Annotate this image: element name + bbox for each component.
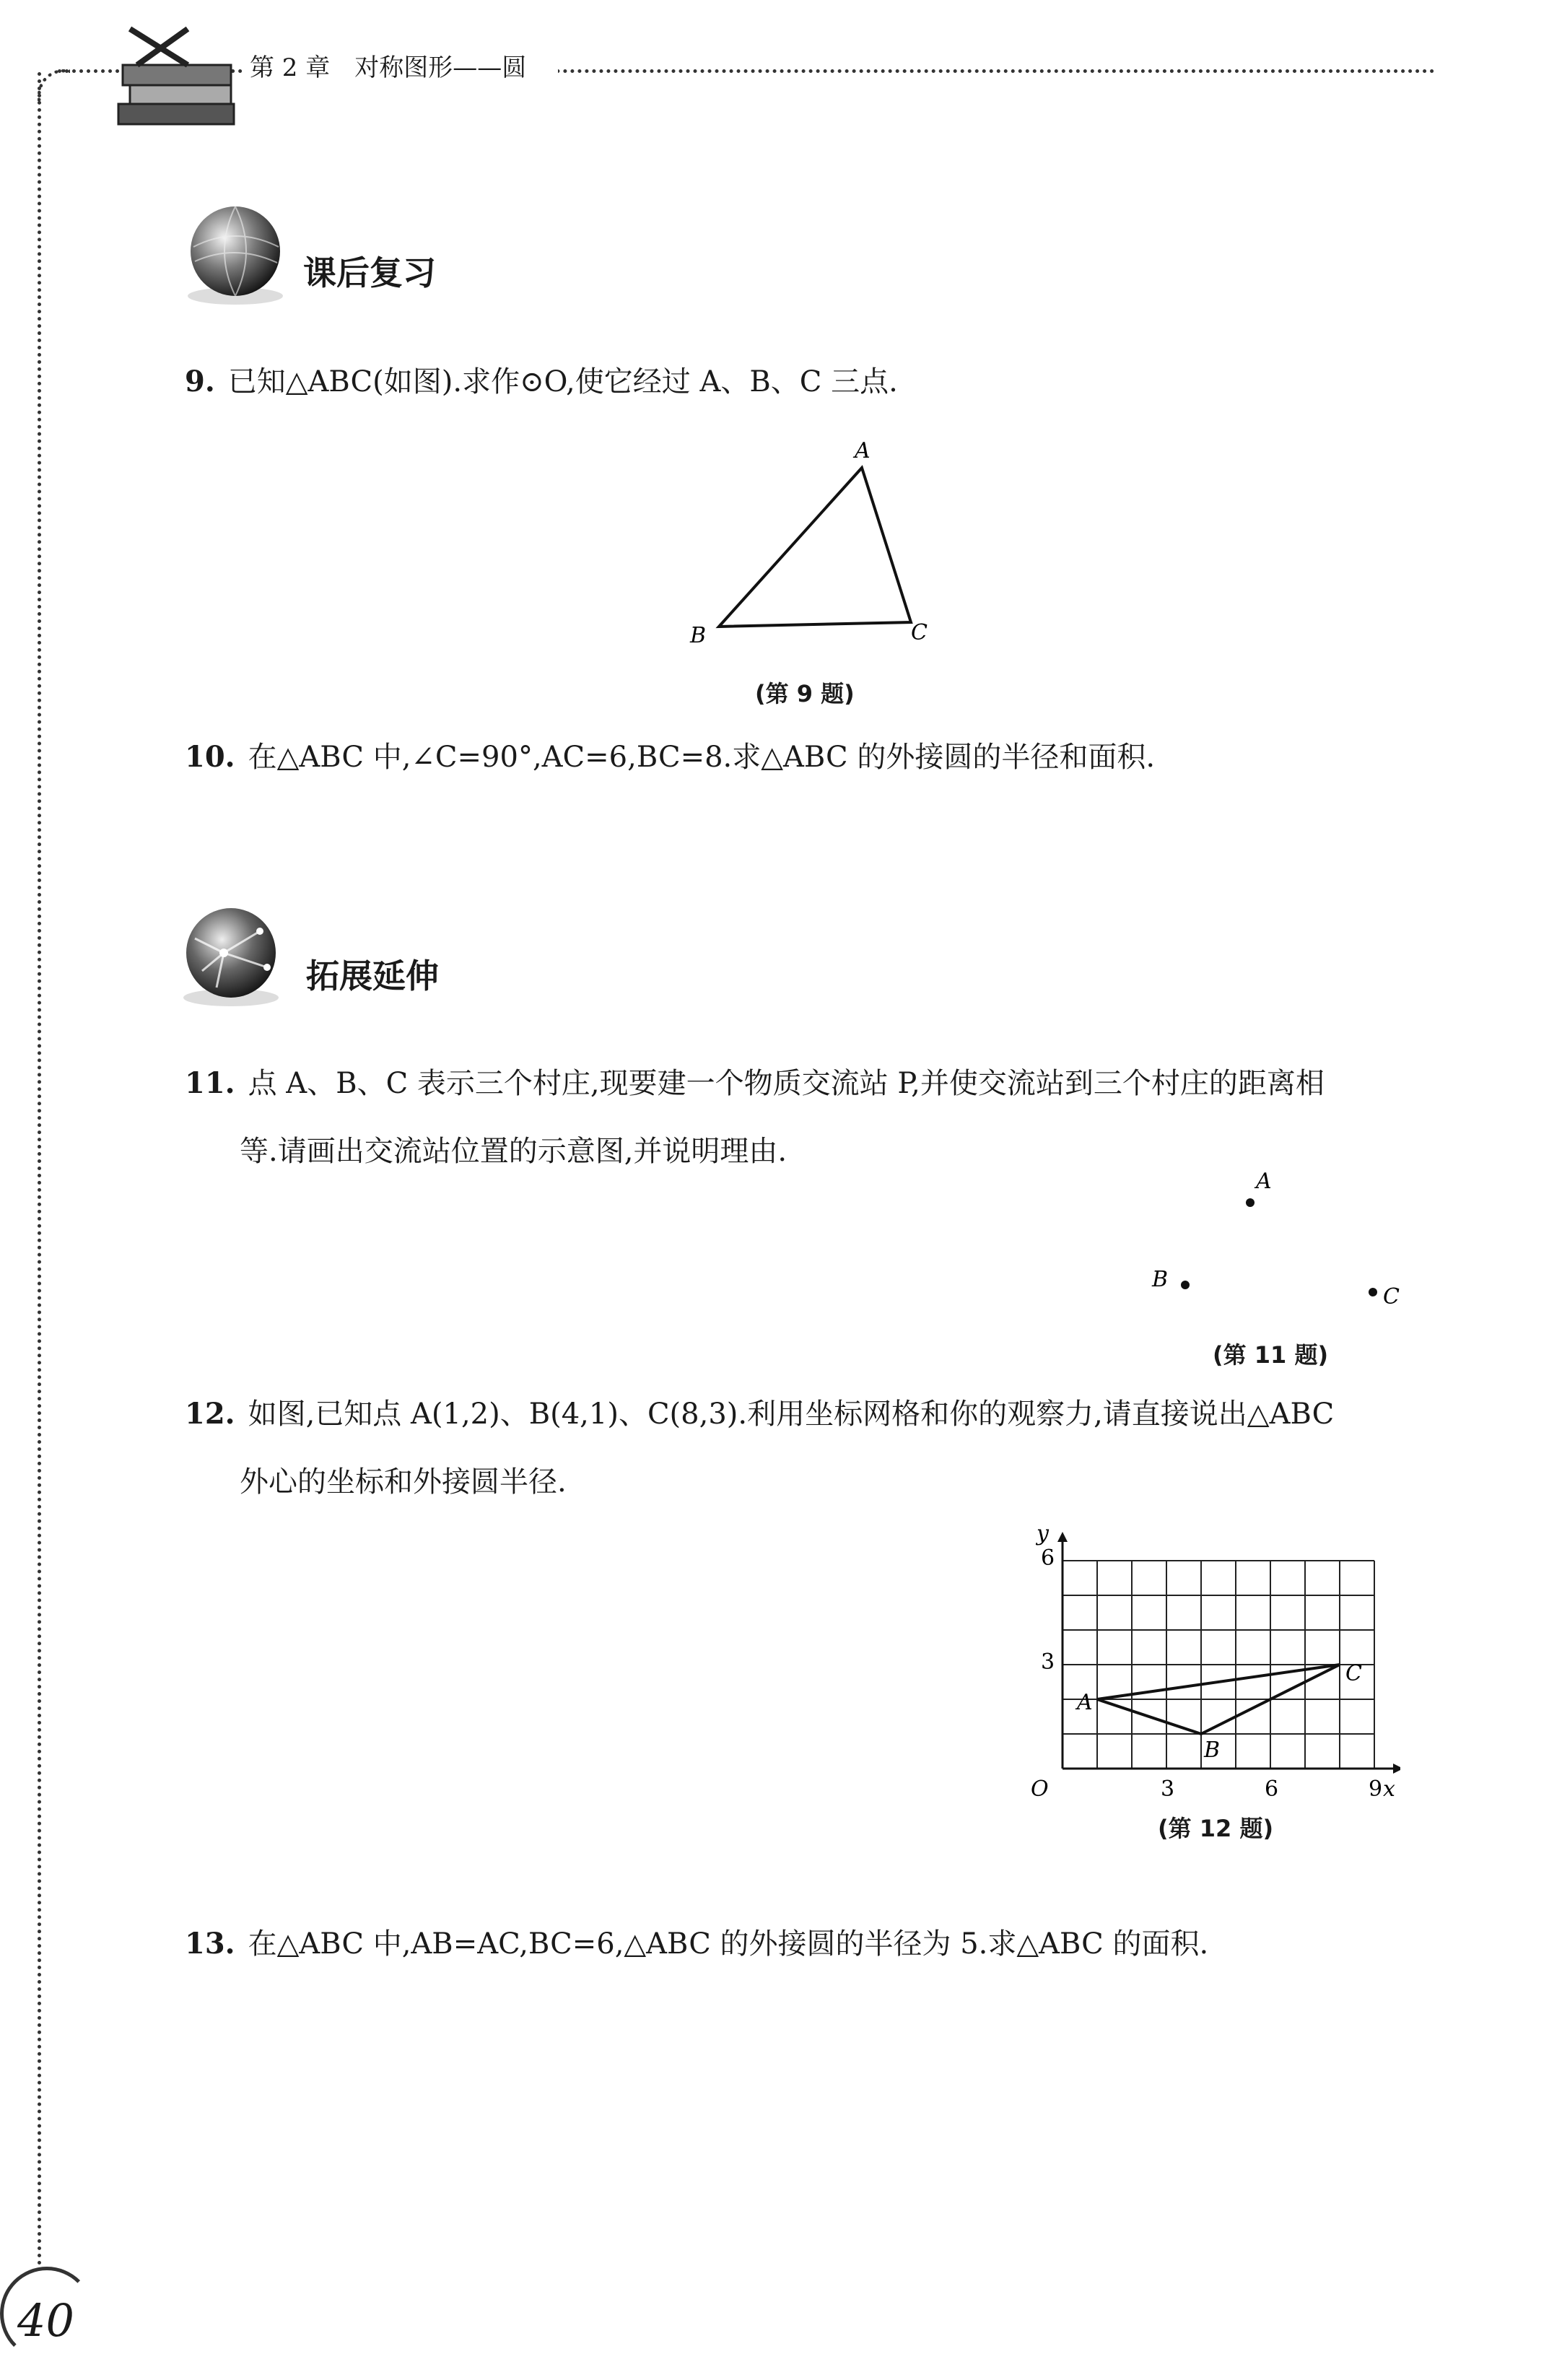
vertex-label-a: A [855, 438, 871, 463]
figure-9-triangle [679, 433, 953, 650]
network-globe-icon [180, 902, 289, 1011]
question-text-line-2: 外心的坐标和外接圆半径. [240, 1465, 567, 1499]
figure-11-caption: (第 11 题) [1213, 1341, 1329, 1369]
question-number: 13. [185, 1927, 235, 1961]
x-axis-label: x [1383, 1777, 1395, 1802]
page-number: 40 [17, 2294, 74, 2347]
question-9 [185, 348, 898, 416]
point-c [1369, 1288, 1377, 1296]
question-text-line-1: 点 A、B、C 表示三个村庄,现要建一个物质交流站 P,并使交流站到三个村庄的距离相 [248, 1067, 1325, 1100]
figure-12-caption: (第 12 题) [1158, 1815, 1274, 1842]
globe-icon [185, 204, 293, 312]
triangle-abc [719, 468, 911, 627]
left-dotted-line [38, 72, 41, 2267]
question-number: 9. [185, 365, 215, 398]
question-text: 在△ABC 中,∠C=90°,AC=6,BC=8.求△ABC 的外接圆的半径和面积. [248, 741, 1156, 774]
figure-12-coordinate-grid [1025, 1494, 1400, 1805]
point-a [1246, 1198, 1255, 1207]
x-tick-label: 9 [1369, 1777, 1383, 1802]
point-label-b: B [1152, 1267, 1169, 1292]
question-text: 已知△ABC(如图).求作⊙O,使它经过 A、B、C 三点. [227, 365, 898, 398]
question-text-line-1: 如图,已知点 A(1,2)、B(4,1)、C(8,3).利用坐标网格和你的观察力,请直接说出△ABC [248, 1398, 1335, 1431]
section-title-review: 课后复习 [303, 253, 436, 292]
question-text-line-2: 等.请画出交流站位置的示意图,并说明理由. [240, 1135, 787, 1168]
y-axis-label: y [1037, 1521, 1049, 1546]
y-tick-label: 3 [1041, 1649, 1055, 1675]
y-tick-label: 6 [1041, 1546, 1055, 1571]
question-text: 在△ABC 中,AB=AC,BC=6,△ABC 的外接圆的半径为 5.求△ABC 的面积. [248, 1927, 1209, 1961]
point-label-b: B [1204, 1738, 1221, 1763]
point-label-c: C [1383, 1284, 1400, 1309]
question-number: 10. [185, 740, 235, 774]
chapter-title: 对称图形——圆 [354, 53, 527, 82]
y-axis-arrow-icon [1057, 1532, 1068, 1542]
question-number: 11. [185, 1066, 235, 1100]
origin-label: O [1031, 1777, 1049, 1802]
page-frame-corner [38, 69, 70, 102]
running-header [243, 48, 558, 83]
chapter-label: 第 2 章 [250, 53, 331, 82]
point-label-c: C [1345, 1661, 1362, 1686]
x-tick-label: 3 [1161, 1777, 1175, 1802]
section-title-extension: 拓展延伸 [306, 956, 439, 995]
question-number: 12. [185, 1397, 235, 1431]
vertex-label-b: B [690, 623, 707, 648]
point-b [1181, 1281, 1190, 1289]
point-label-a: A [1256, 1169, 1272, 1194]
point-label-a: A [1077, 1690, 1093, 1715]
x-axis-arrow-icon [1393, 1764, 1400, 1774]
vertex-label-c: C [911, 620, 928, 645]
books-logo-icon [108, 14, 245, 130]
question-13 [185, 1910, 1208, 1978]
figure-9-caption: (第 9 题) [755, 680, 855, 707]
x-tick-label: 6 [1265, 1777, 1279, 1802]
question-10 [185, 723, 1155, 791]
figure-11-points [1140, 1162, 1415, 1321]
